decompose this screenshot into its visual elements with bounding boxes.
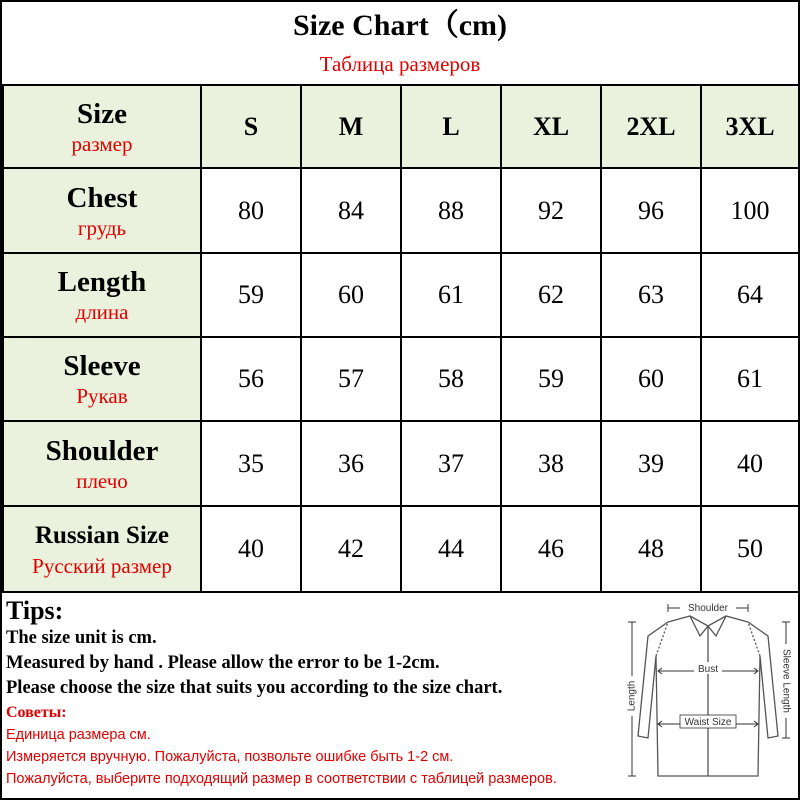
tip-line-en: Please choose the size that suits you according to the size chart.: [6, 678, 503, 698]
table-cell: 36: [301, 421, 401, 506]
table-cell: 92: [501, 168, 601, 253]
table-cell: 40: [701, 421, 799, 506]
size-header-m: M: [301, 85, 401, 168]
shirt-outline-icon: [638, 616, 778, 776]
size-header-xl: XL: [501, 85, 601, 168]
table-cell: 100: [701, 168, 799, 253]
row-label-ru: плечо: [76, 468, 128, 493]
tip-line-ru: Измеряется вручную. Пожалуйста, позвольте ошибке быть 1-2 см.: [6, 749, 454, 765]
row-label-en: Chest: [66, 181, 138, 214]
row-label-en: Shoulder: [45, 434, 159, 467]
table-cell: 60: [301, 253, 401, 337]
tip-line-ru: Единица размера см.: [6, 727, 151, 743]
tips-title: Tips:: [6, 596, 64, 625]
table-row-length: [3, 253, 799, 337]
table-cell: 88: [401, 168, 501, 253]
table-cell: 84: [301, 168, 401, 253]
row-label-ru: Рукав: [76, 384, 128, 408]
tip-line-ru: Пожалуйста, выберите подходящий размер в соответствии с таблицей размеров.: [6, 771, 557, 787]
table-cell: 60: [601, 337, 701, 421]
table-cell: 35: [201, 421, 301, 506]
table-cell: 64: [701, 253, 799, 337]
table-cell: 80: [201, 168, 301, 253]
row-label-chest: [3, 168, 201, 253]
row-label-ru: длина: [75, 300, 129, 324]
table-row-shoulder: [3, 421, 799, 506]
tip-line-en: The size unit is cm.: [6, 628, 157, 648]
table-cell: 59: [201, 253, 301, 337]
row-label-ru: Русский размер: [32, 554, 172, 578]
row-label-en: Russian Size: [34, 522, 170, 549]
length-label: Length: [626, 680, 638, 712]
table-cell: 39: [601, 421, 701, 506]
row-label-en: Sleeve: [63, 350, 141, 382]
table-cell: 42: [301, 506, 401, 592]
table-cell: 50: [701, 506, 799, 592]
page-title: Size Chart（cm): [292, 9, 508, 42]
size-table: [2, 84, 800, 593]
row-label-shoulder: [3, 421, 201, 506]
waist-label: Waist Size: [684, 717, 732, 728]
table-cell: 61: [701, 337, 799, 421]
size-label-cell: [3, 85, 201, 168]
page-subtitle: Таблица размеров: [319, 52, 481, 76]
size-header-s: S: [201, 85, 301, 168]
row-label-en: Length: [57, 266, 147, 298]
table-cell: 96: [601, 168, 701, 253]
tips-title-ru: Советы:: [6, 704, 67, 721]
table-cell: 48: [601, 506, 701, 592]
row-label-russian-size: [3, 506, 201, 592]
table-cell: 57: [301, 337, 401, 421]
size-header-l: L: [401, 85, 501, 168]
sleeve-label: Sleeve Length: [780, 649, 792, 713]
table-cell: 38: [501, 421, 601, 506]
table-header-row: [3, 85, 799, 168]
shirt-measurement-diagram: [618, 596, 798, 796]
size-header-3xl: 3XL: [701, 85, 799, 168]
table-cell: 63: [601, 253, 701, 337]
row-label-ru: грудь: [77, 215, 127, 240]
size-header-2xl: 2XL: [601, 85, 701, 168]
tip-line-en: Measured by hand . Please allow the error to be 1-2cm.: [6, 653, 440, 673]
table-cell: 46: [501, 506, 601, 592]
table-cell: 40: [201, 506, 301, 592]
tips-section: [6, 596, 616, 790]
row-label-sleeve: [3, 337, 201, 421]
table-row-sleeve: [3, 337, 799, 421]
table-cell: 56: [201, 337, 301, 421]
bust-label: Bust: [697, 664, 719, 675]
table-cell: 58: [401, 337, 501, 421]
table-cell: 61: [401, 253, 501, 337]
size-label-en: Size: [77, 97, 127, 130]
row-label-length: [3, 253, 201, 337]
table-cell: 37: [401, 421, 501, 506]
size-label-ru: размер: [71, 131, 133, 156]
table-cell: 62: [501, 253, 601, 337]
shoulder-label: Shoulder: [687, 603, 729, 614]
table-row-russian-size: [3, 506, 799, 592]
table-row-chest: [3, 168, 799, 253]
table-cell: 44: [401, 506, 501, 592]
table-cell: 59: [501, 337, 601, 421]
